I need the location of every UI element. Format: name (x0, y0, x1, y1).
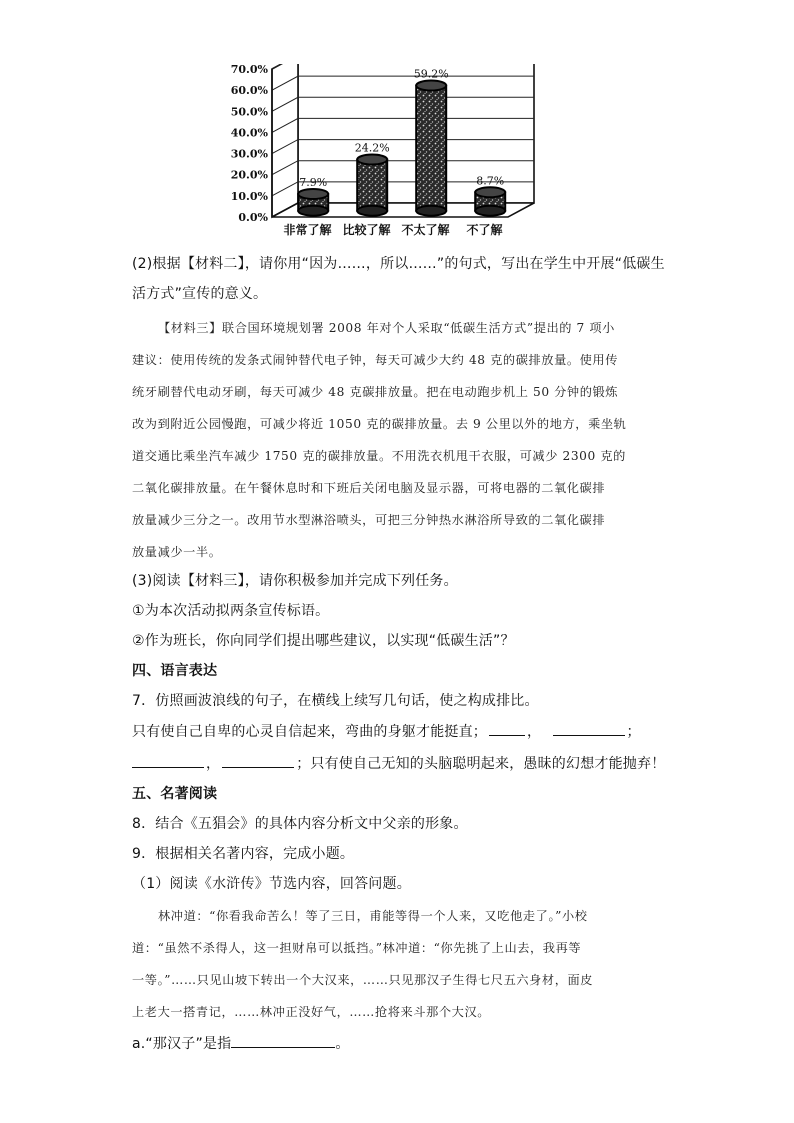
question-6-3-task1: ①为本次活动拟两条宣传标语。 (132, 603, 330, 619)
answer-blank-3[interactable] (132, 753, 204, 768)
excerpt-line: 上老大一搭青记，……林冲正没好气，……抢将来斗那个大汉。 (132, 1005, 491, 1019)
question-6-3-intro: (3)阅读【材料三】，请你积极参加并完成下列任务。 (132, 573, 458, 589)
data-label: 59.2% (413, 67, 449, 81)
excerpt-line: 林冲道：“你看我命苦么！等了三日，甫能等得一个人来，又吃他走了。”小校 (158, 909, 588, 923)
question-6-2-line1: (2)根据【材料二】，请你用“因为……，所以……”的句式，写出在学生中开展“低碳生 (132, 256, 665, 272)
x-tick-label: 不了解 (466, 223, 503, 236)
survey-bar-chart (230, 64, 570, 236)
bar-top (416, 81, 446, 91)
material3-line: 统牙刷替代电动牙刷，每天可减少 48 克碳排放量。把在电动跑步机上 50 分钟的锻炼 (132, 385, 619, 399)
question-7-line1-text: 只有使自己自卑的心灵自信起来，弯曲的身躯才能挺直； (132, 724, 487, 740)
bar-top (475, 187, 505, 197)
y-tick-label: 10.0% (230, 189, 268, 203)
period: 。 (335, 1036, 350, 1052)
answer-blank-4[interactable] (222, 753, 294, 768)
material3-line: 改为到附近公园慢跑，可减少将近 1050 克的碳排放量。去 9 公里以外的地方，乘坐轨 (132, 417, 627, 431)
bar-bottom (298, 206, 328, 216)
question-7-line2-end: ；只有使自己无知的头脑聪明起来，愚昧的幻想才能抛弃！ (296, 756, 666, 772)
question-6-3-task2: ②作为班长，你向同学们提出哪些建议，以实现“低碳生活”？ (132, 633, 515, 649)
excerpt-line: 一等。”……只见山坡下转出一个大汉来，……只见那汉子生得七尺五六身材，面皮 (132, 973, 594, 987)
question-9-1: （1）阅读《水浒传》节选内容，回答问题。 (132, 876, 411, 892)
y-tick-label: 0.0% (238, 211, 268, 224)
question-9-1-a (132, 1033, 350, 1054)
x-tick-label: 非常了解 (283, 223, 332, 236)
comma: ， (527, 724, 542, 740)
answer-blank-2[interactable] (553, 721, 625, 736)
y-tick-label: 50.0% (230, 105, 268, 119)
section-4-heading: 四、语言表达 (132, 663, 218, 679)
material3-line: 放量减少一半。 (132, 545, 222, 559)
bar (416, 86, 446, 211)
data-label: 8.7% (476, 174, 505, 188)
data-label: 24.2% (354, 141, 390, 155)
answer-blank-1[interactable] (489, 721, 525, 736)
question-8: 8．结合《五猖会》的具体内容分析文中父亲的形象。 (132, 816, 468, 832)
material3-line: 放量减少三分之一。改用节水型淋浴喷头，可把三分钟热水淋浴所导致的二氧化碳排 (132, 513, 606, 527)
question-7-line2 (132, 753, 665, 774)
material3-line: 道交通比乘坐汽车减少 1750 克的碳排放量。不用洗衣机甩干衣服，可减少 2300 克的 (132, 449, 626, 463)
question-6-2-line2: 活方式”宣传的意义。 (132, 286, 268, 302)
y-tick-label: 60.0% (230, 84, 268, 98)
y-tick-label: 40.0% (230, 126, 268, 140)
material3-line: 二氧化碳排放量。在午餐休息时和下班后关闭电脑及显示器，可将电器的二氧化碳排 (132, 481, 606, 495)
comma: ， (206, 756, 221, 772)
question-7-line1 (132, 721, 641, 742)
x-tick-label: 比较了解 (342, 223, 391, 236)
bar-top (357, 155, 387, 165)
x-tick-label: 不太了解 (401, 223, 450, 236)
question-9-1-a-text: a.“那汉子”是指 (132, 1036, 232, 1052)
material3-line: 【材料三】联合国环境规划署 2008 年对个人采取“低碳生活方式”提出的 7 项小 (158, 321, 615, 335)
section-5-heading: 五、名著阅读 (132, 786, 218, 802)
y-tick-label: 70.0% (230, 64, 268, 76)
semicolon: ； (626, 724, 641, 740)
y-tick-label: 30.0% (230, 147, 268, 161)
bar (357, 160, 387, 211)
question-9: 9．根据相关名著内容，完成小题。 (132, 846, 355, 862)
bar-bottom (475, 206, 505, 216)
answer-blank-5[interactable] (231, 1033, 335, 1048)
bar-bottom (357, 206, 387, 216)
bar-top (298, 189, 328, 199)
material3-line: 建议：使用传统的发条式闹钟替代电子钟，每天可减少大约 48 克的碳排放量。使用传 (132, 353, 619, 367)
excerpt-line: 道：“虽然不杀得人，这一担财帛可以抵挡。”林冲道：“你先挑了上山去，我再等 (132, 941, 582, 955)
question-7: 7．仿照画波浪线的句子，在横线上续写几句话，使之构成排比。 (132, 693, 539, 709)
data-label: 7.9% (299, 175, 328, 189)
y-tick-label: 20.0% (230, 168, 268, 182)
bar-bottom (416, 206, 446, 216)
